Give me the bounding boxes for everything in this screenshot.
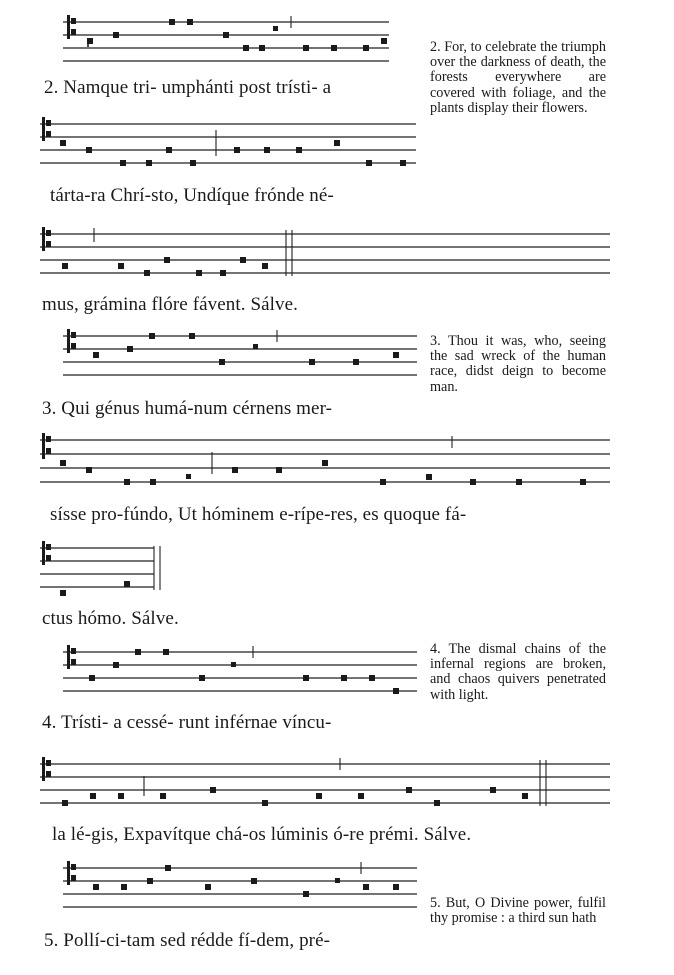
stanza-3-lyrics-line-2: sísse pro-fúndo, Ut hóminem e-rípe-res, es quoque fá- <box>50 504 467 525</box>
neumes <box>89 649 399 694</box>
neumes <box>60 460 586 485</box>
neumes <box>60 140 406 166</box>
stanza-2-lyrics-line-3: mus, grámina flóre fávent. Sálve. <box>42 294 299 315</box>
chant-staff-9 <box>63 860 419 922</box>
stanza-3-lyrics-line-3: ctus hómo. Sálve. <box>42 608 179 629</box>
stanza-2-lyrics-line-1: 2. Namque tri- umphánti post trísti- a <box>44 77 332 98</box>
stanza-2-translation: 2. For, to celebrate the triumph over the darkness of death, the forests everywhere are covered with foliage, and the plants display their flowers. <box>430 39 606 116</box>
chant-staff-6 <box>40 540 200 604</box>
neumes <box>60 581 130 596</box>
stanza-3-lyrics-line-1: 3. Qui génus humá-num cérnens mer- <box>42 398 333 419</box>
chant-staff-7 <box>63 644 419 706</box>
chant-staff-2 <box>40 116 418 178</box>
stanza-4-lyrics-line-2: la lé-gis, Expavítque chá-os lúminis ó-re prémi. Sálve. <box>52 824 472 845</box>
c-clef-icon <box>42 433 51 459</box>
stanza-5-lyrics-line-1: 5. Pollí-ci-tam sed rédde fí-dem, pré- <box>44 930 331 951</box>
chant-staff-1 <box>63 14 393 70</box>
chant-staff-5 <box>40 430 612 498</box>
chant-staff-3 <box>40 226 612 288</box>
stanza-4-translation: 4. The dismal chains of the infernal regions are broken, and chaos quivers penetrated with light. <box>430 641 606 703</box>
stanza-4-lyrics-line-1: 4. Trísti- a cessé- runt inférnae víncu- <box>42 712 332 733</box>
stanza-2-lyrics-line-2: tárta-ra Chrí-sto, Undíque frónde né- <box>50 185 334 206</box>
stanza-3-translation: 3. Thou it was, who, seeing the sad wreck of the human race, didst deign to become man. <box>430 333 606 395</box>
chant-staff-8 <box>40 756 612 818</box>
staff-lines <box>63 22 389 61</box>
chant-staff-4 <box>63 328 419 388</box>
stanza-5-translation: 5. But, O Divine power, fulfil thy promise : a third sun hath <box>430 895 606 927</box>
